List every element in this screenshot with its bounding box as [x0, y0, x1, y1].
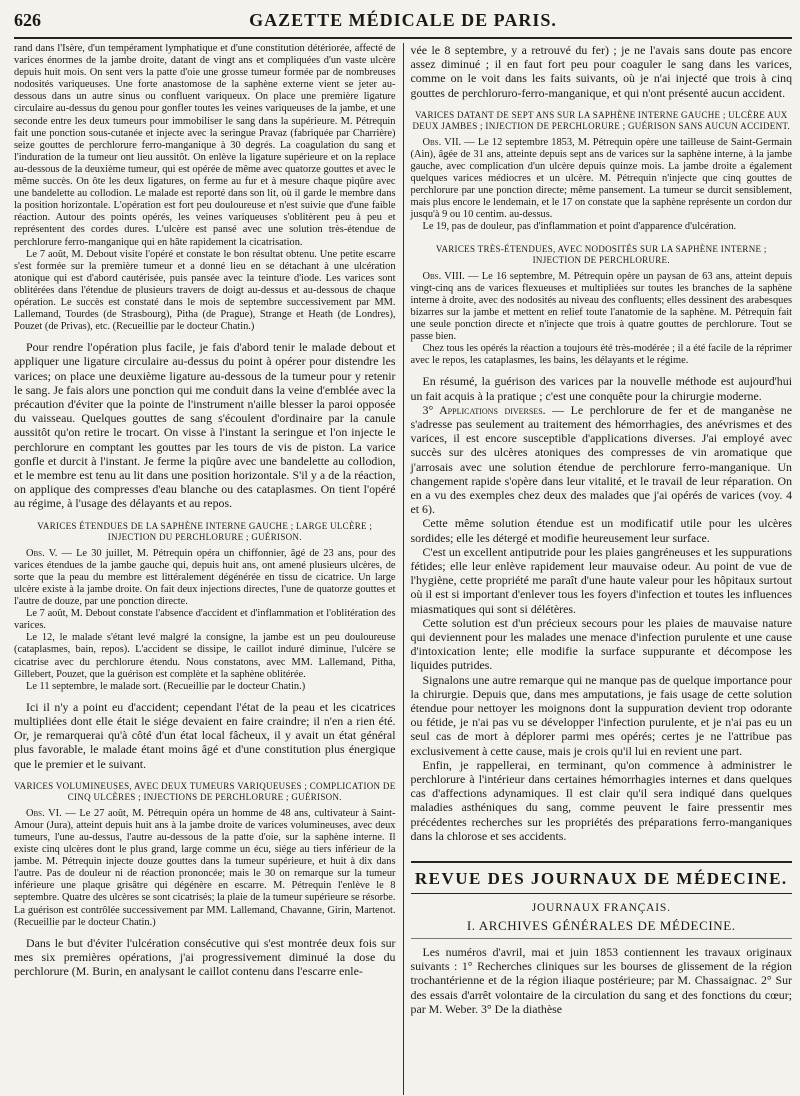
case-heading: VARICES DATANT DE SEPT ANS SUR LA SAPHÈNE INTERNE GAUCHE ; ULCÈRE AUX DEUX JAMBES ; INJECTION DE PERCHLORURE ; GUÉRISON SANS AUCUN ACCIDENT.: [412, 109, 791, 131]
body-paragraph: C'est un excellent antiputride pour les plaies gangréneuses et les suppurations fétides; elle leur enlève rapidement leur mauvaise odeur. Au point de vue de l'hygiène, cette propriété me paraît d'une haute valeur pour les hôpitaux surtout où il est si important d'enlever tous les foyers d'infection et toutes les influences miasmatiques qui sont si délétères.: [410, 544, 792, 616]
case-text: Le 7 août, M. Debout constate l'absence d'accident et d'inflammation et l'oblitération des varices.: [14, 608, 396, 632]
case-text: Le 19, pas de douleur, pas d'inflammation et point d'apparence d'ulcération.: [422, 221, 737, 233]
observation-text: — Le 30 juillet, M. Pétrequin opéra un chiffonnier, âgé de 23 ans, pour des varices étendues de la jambe gauche qui, depuis huit ans, ont amené plusieurs ulcères, de sorte que la peau du membre est littéralement dégénérée en tissu de cicatrice. Un large ulcère existe à la jambe droite. On fait deux injections directes, l'une de quatorze gouttes et l'autre de douze, par une ponction directe.: [14, 547, 396, 608]
observation-label: Obs. VIII.: [422, 270, 465, 282]
section-label: 3° Applications diverses.: [422, 402, 546, 417]
body-paragraph: Pour rendre l'opération plus facile, je fais d'abord tenir le malade debout et appliquer une ligature circulaire au-dessus du point à opérer pour distendre les varices; on place une deuxième ligature au-dessous de la tumeur pour y retenir le sang. Je fais alors une ponction qui me conduit dans la veine d'emblée avec la précaution d'éviter que la pointe de l'instrument n'aille blesser la paroi opposée du vaisseau. Quelques gouttes de sang s'écoulent d'ordinaire par la canule aussitôt qu'on retire le trocart. On visse à l'instant la seringue et l'on injecte le perchlorure en comptant les gouttes par les tours de vis de piston. La varice gonfle et durcit à l'instant. Je ferme la piqûre avec une bandelette au collodion, et le membre est tenu au lit dans une position horizontale. S'il y a de la réaction, on applique des compresses d'eau blanche ou des cataplasmes. On tient l'opéré au régime, à l'usage des délayants et au repos.: [14, 340, 396, 511]
case-text: [411, 137, 793, 222]
body-paragraph: En résumé, la guérison des varices par la nouvelle méthode est aujourd'hui un fait acquis à la pratique ; c'est une conquête pour la chirurgie moderne.: [410, 374, 792, 403]
right-column: [404, 43, 793, 1095]
observation-label: Obs. V.: [26, 547, 58, 559]
body-paragraph: Ici il n'y a point eu d'accident; cependant l'état de la peau et les cicatrices multipliées dont elle était le siége devaient en faire craindre; il n'en a rien été. Or, je remarquerai qu'à côté d'un état local fâcheux, il y avait un état général plus favorable, le malade étant moins âgé et d'une constitution plus énergique que le premier et le suivant.: [14, 699, 396, 771]
archives-heading: I. ARCHIVES GÉNÉRALES DE MÉDECINE.: [411, 918, 793, 939]
observation-text: — Le 27 août, M. Pétrequin opéra un homme de 48 ans, cultivateur à Saint-Amour (Jura), atteint depuis huit ans à la jambe droite de varices volumineuses, avec deux tumeurs, l'une au-dessus, l'autre au-dessous de la patte d'oie, sur la saphène interne. Il existe cinq ulcères dont le plus grand, large comme un écu, siége au tiers inférieur de la jambe. M. Pétrequin injecte douze gouttes dans la tumeur supérieure, et huit à dix dans l'autre. Pas de douleur ni de réaction prononcée; mais le 30 on remarque sur la tumeur inférieure une plaque grisâtre qui dégénère en escarre. M. Pétrequin l'enlève le 8 septembre. Quatre des ulcères se sont cicatrisés; la plaie de la tumeur supérieure se résorbe. La guérison est contrôlée successivement par MM. Lallemand, Chavanne, Girin, Martenot. (Recueillie par le docteur Chatin.): [14, 807, 396, 928]
body-paragraph: Dans le but d'éviter l'ulcération consécutive qui s'est montrée deux fois sur mes six premières opérations, j'ai progressivement diminué la dose du perchlorure (M. Burin, en analysant le caillot contenu dans l'escarre enle-: [14, 935, 396, 979]
body-paragraph: Les numéros d'avril, mai et juin 1853 contiennent les travaux originaux suivants : 1° Recherches cliniques sur les bourses de glissement de la région trochantérienne et de la région iliaque postérieure; par M. Chassaignac. 2° Sur des essais d'arrêt volontaire de la circulation du sang et des fonctions du cœur; par M. Weber. 3° De la diathèse: [410, 945, 792, 1016]
page-number: 626: [14, 10, 41, 30]
body-paragraph: Cette solution est d'un précieux secours pour les plaies de mauvaise nature qui deviennent pour les malades une menace d'infection purulente et une cause d'intoxication lente; elle modifie la surface suppurante et décompose les liquides putrides.: [410, 615, 792, 673]
case-text: Le 7 août, M. Debout visite l'opéré et constate le bon résultat obtenu. Une petite escarre s'est formée sur la première tumeur et a donné lieu en se détachant à une ulcération atonique qui est d'abord cautérisée, puis pansée avec la teinture d'iode. Les varices sont oblitérées dans l'étendue de plusieurs travers de doigt au-dessus et au-dessous de chaque opération. Le succès est constaté dans le mois de septembre successivement par MM. Lallemand, Tourdes (de Strasbourg), Pitha (de Prague), Strange et Heath (de Londres), Pouzet (de Privas), etc. (Recueillie par le docteur Chatin.): [14, 248, 396, 333]
case-text: rand dans l'Isère, d'un tempérament lymphatique et d'une constitution détériorée, affecté de varices énormes de la jambe droite, datant de vingt ans et compliquées d'un vaste ulcère depuis huit mois. On sent vers la patte d'oie une grosse tumeur formée par de nombreuses nodosités variqueuses. Une forte anastomose de la saphène externe vient se jeter au-dessous dans un autre sinus ou confluent variqueux. On place une première ligature circulaire au-dessus du genou pour gonfler toutes les veines variqueuses de la jambe, et une seconde entre les deux tumeurs pour immobiliser le sang dans la supérieure. M. Pétrequin fait une ponction sous-cutanée et injecte avec la seringue Pravaz (fabriquée par Charrière) seize gouttes de perchlorure ferro-manganique à 30 degrés. La coagulation du sang et l'induration de la tumeur ont lieu aussitôt. On enlève la ligature supérieure et on la replace au-dessous de la deuxième tumeur, qui est opérée de même avec quatorze gouttes et avec le même succès. On ôte les deux ligatures, on ferme au fur et à mesure chaque piqûre avec une bandelette au collodion. Le malade est reporté dans son lit, où il garde le membre dans la position horizontale. L'opération est fort peu douloureuse et n'est suivie que d'une faible réaction. Autour des points opérés, les veines variqueuses s'oblitèrent peu à peu et représentent des cordes dures. L'ulcère est pansé avec une solution très-étendue de perchlorure ferro-manganique qui en hâte rapidement la cicatrisation.: [14, 43, 396, 248]
body-paragraph: Cette même solution étendue est un modificatif utile pour les ulcères sordides; elle les détergé et modifie heureusement leur surface.: [410, 516, 792, 545]
body-paragraph: Enfin, je rappellerai, en terminant, qu'on commence à administrer le perchlorure à l'intérieur dans certaines hémorrhagies internes et dans quelques cas d'affections adynamiques. Il est clair qu'il sera indiqué dans quelques maladies asthéniques du sang, comme peuvent le faire pressentir mes précédentes recherches sur les propriétés des préparations ferro-manganiques dans la chlorose et ses accidents.: [410, 757, 792, 843]
journaux-heading: JOURNAUX FRANÇAIS.: [531, 902, 671, 915]
body-paragraph: Signalons une autre remarque qui ne manque pas de quelque importance pour la chirurgie. Depuis que, dans mes amputations, je fais usage de cette solution étendue pour nettoyer les moignons dont la suppuration devient trop odorante ou fétide, je n'ai pas vu se développer l'infection purulente, et je n'ai pas eu un seul cas de mort à déplorer parmi mes opérés; certes je ne l'attribue pas exclusivement à cette cause, mais je crois qu'il lui en revient une part.: [410, 672, 792, 758]
case-text: [14, 548, 396, 608]
revue-title: REVUE DES JOURNAUX DE MÉDECINE.: [414, 869, 788, 889]
case-heading: VARICES VOLUMINEUSES, AVEC DEUX TUMEURS VARIQUEUSES ; COMPLICATION DE CINQ ULCÈRES ; INJECTIONS DE PERCHLORURE ; GUÉRISON.: [14, 780, 396, 802]
case-text: [14, 808, 396, 929]
section-text: — Le perchlorure de fer et de manganèse ne s'adresse pas seulement au traitement des hémorrhagies, des anévrismes et des varices, il est encore susceptible d'applications diverses. J'ai employé avec succès sur des ulcères atoniques des compresses de vin aromatique que j'arrosais avec une solution étendue de perchlorure ferro-manganique. Un changement rapide s'opère dans leur vitalité, et le travail de leur réparation. On en a vu des exemples chez deux des malades que j'ai opérés de varices (voy. 4 et 6).: [410, 402, 792, 517]
body-paragraph: [411, 403, 793, 517]
observation-label: Obs. VII.: [422, 136, 462, 148]
case-text: [411, 271, 793, 344]
page-header: [14, 10, 792, 39]
left-column: [14, 43, 403, 1095]
case-text: Le 12, le malade s'étant levé malgré la consigne, la jambe est un peu douloureuse (cataplasmes, bain, repos). L'accident se dissipe, le caillot induré diminue, l'ulcère se cicatrise avec du perchlorure étendu. Nous constatons, avec MM. Lallemand, Pitha, Gillebert, Pouzet, que la guérison est complète et la saphène oblitérée.: [14, 632, 396, 680]
case-heading: VARICES TRÈS-ÉTENDUES, AVEC NODOSITÉS SUR LA SAPHÈNE INTERNE ; INJECTION DE PERCHLORURE.: [435, 243, 767, 265]
observation-text: — Le 16 septembre, M. Pétrequin opère un paysan de 63 ans, atteint depuis vingt-cinq ans de varices flexueuses et multipliées sur toutes les branches de la saphène interne à droite, avec des nodosités au niveau des confluents; elles dessinent des arabesques bizarres sur la jambe et mettent en relief toute l'anatomie de la saphène. M. Pétrequin fait une seule ponction directe et n'injecte que trois à quatre gouttes de perchlorure. Tout se passe bien.: [410, 270, 792, 343]
observation-label: Obs. VI.: [26, 807, 62, 819]
running-title: GAZETTE MÉDICALE DE PARIS.: [249, 10, 557, 30]
case-text: Chez tous les opérés la réaction a toujours été très-modérée ; il a été facile de la réprimer avec le repos, les cataplasmes, les bains, les délayants et le régime.: [410, 343, 792, 367]
revue-heading-box: [411, 861, 793, 894]
case-text: Le 11 septembre, le malade sort. (Recueillie par le docteur Chatin.): [26, 680, 306, 692]
text-columns: [14, 43, 792, 1095]
observation-text: — Le 12 septembre 1853, M. Pétrequin opère une tailleuse de Saint-Germain (Ain), âgée de 31 ans, atteinte depuis sept ans de varices sur la saphène interne, à la jambe gauche, avec complication d'un ulcère depuis quinze mois. La jambe droite a également quelques varices médiocres et un ulcère. M. Pétrequin n'injecte que cinq gouttes de perchlorure par une ponction directe; même pansement. La tumeur se durcit sensiblement, mais plus encore le lendemain, et le 17 on constate que la saphène représente un cordon dur jusqu'à 9 ou 10 centim. au-dessus.: [410, 136, 792, 221]
case-heading: VARICES ÉTENDUES DE LA SAPHÈNE INTERNE GAUCHE ; LARGE ULCÈRE ; INJECTION DU PERCHLORURE ; GUÉRISON.: [37, 520, 373, 542]
body-paragraph: vée le 8 septembre, y a retrouvé du fer) ; je ne l'avais sans doute pas encore assez diminué ; il en faut fort peu pour coaguler le sang dans les varices, comme on le voit dans les faits suivants, où je n'ai injecté que trois à cinq gouttes de perchloruro-ferro-manganique, et qui n'ont présenté aucun accident.: [410, 43, 792, 100]
